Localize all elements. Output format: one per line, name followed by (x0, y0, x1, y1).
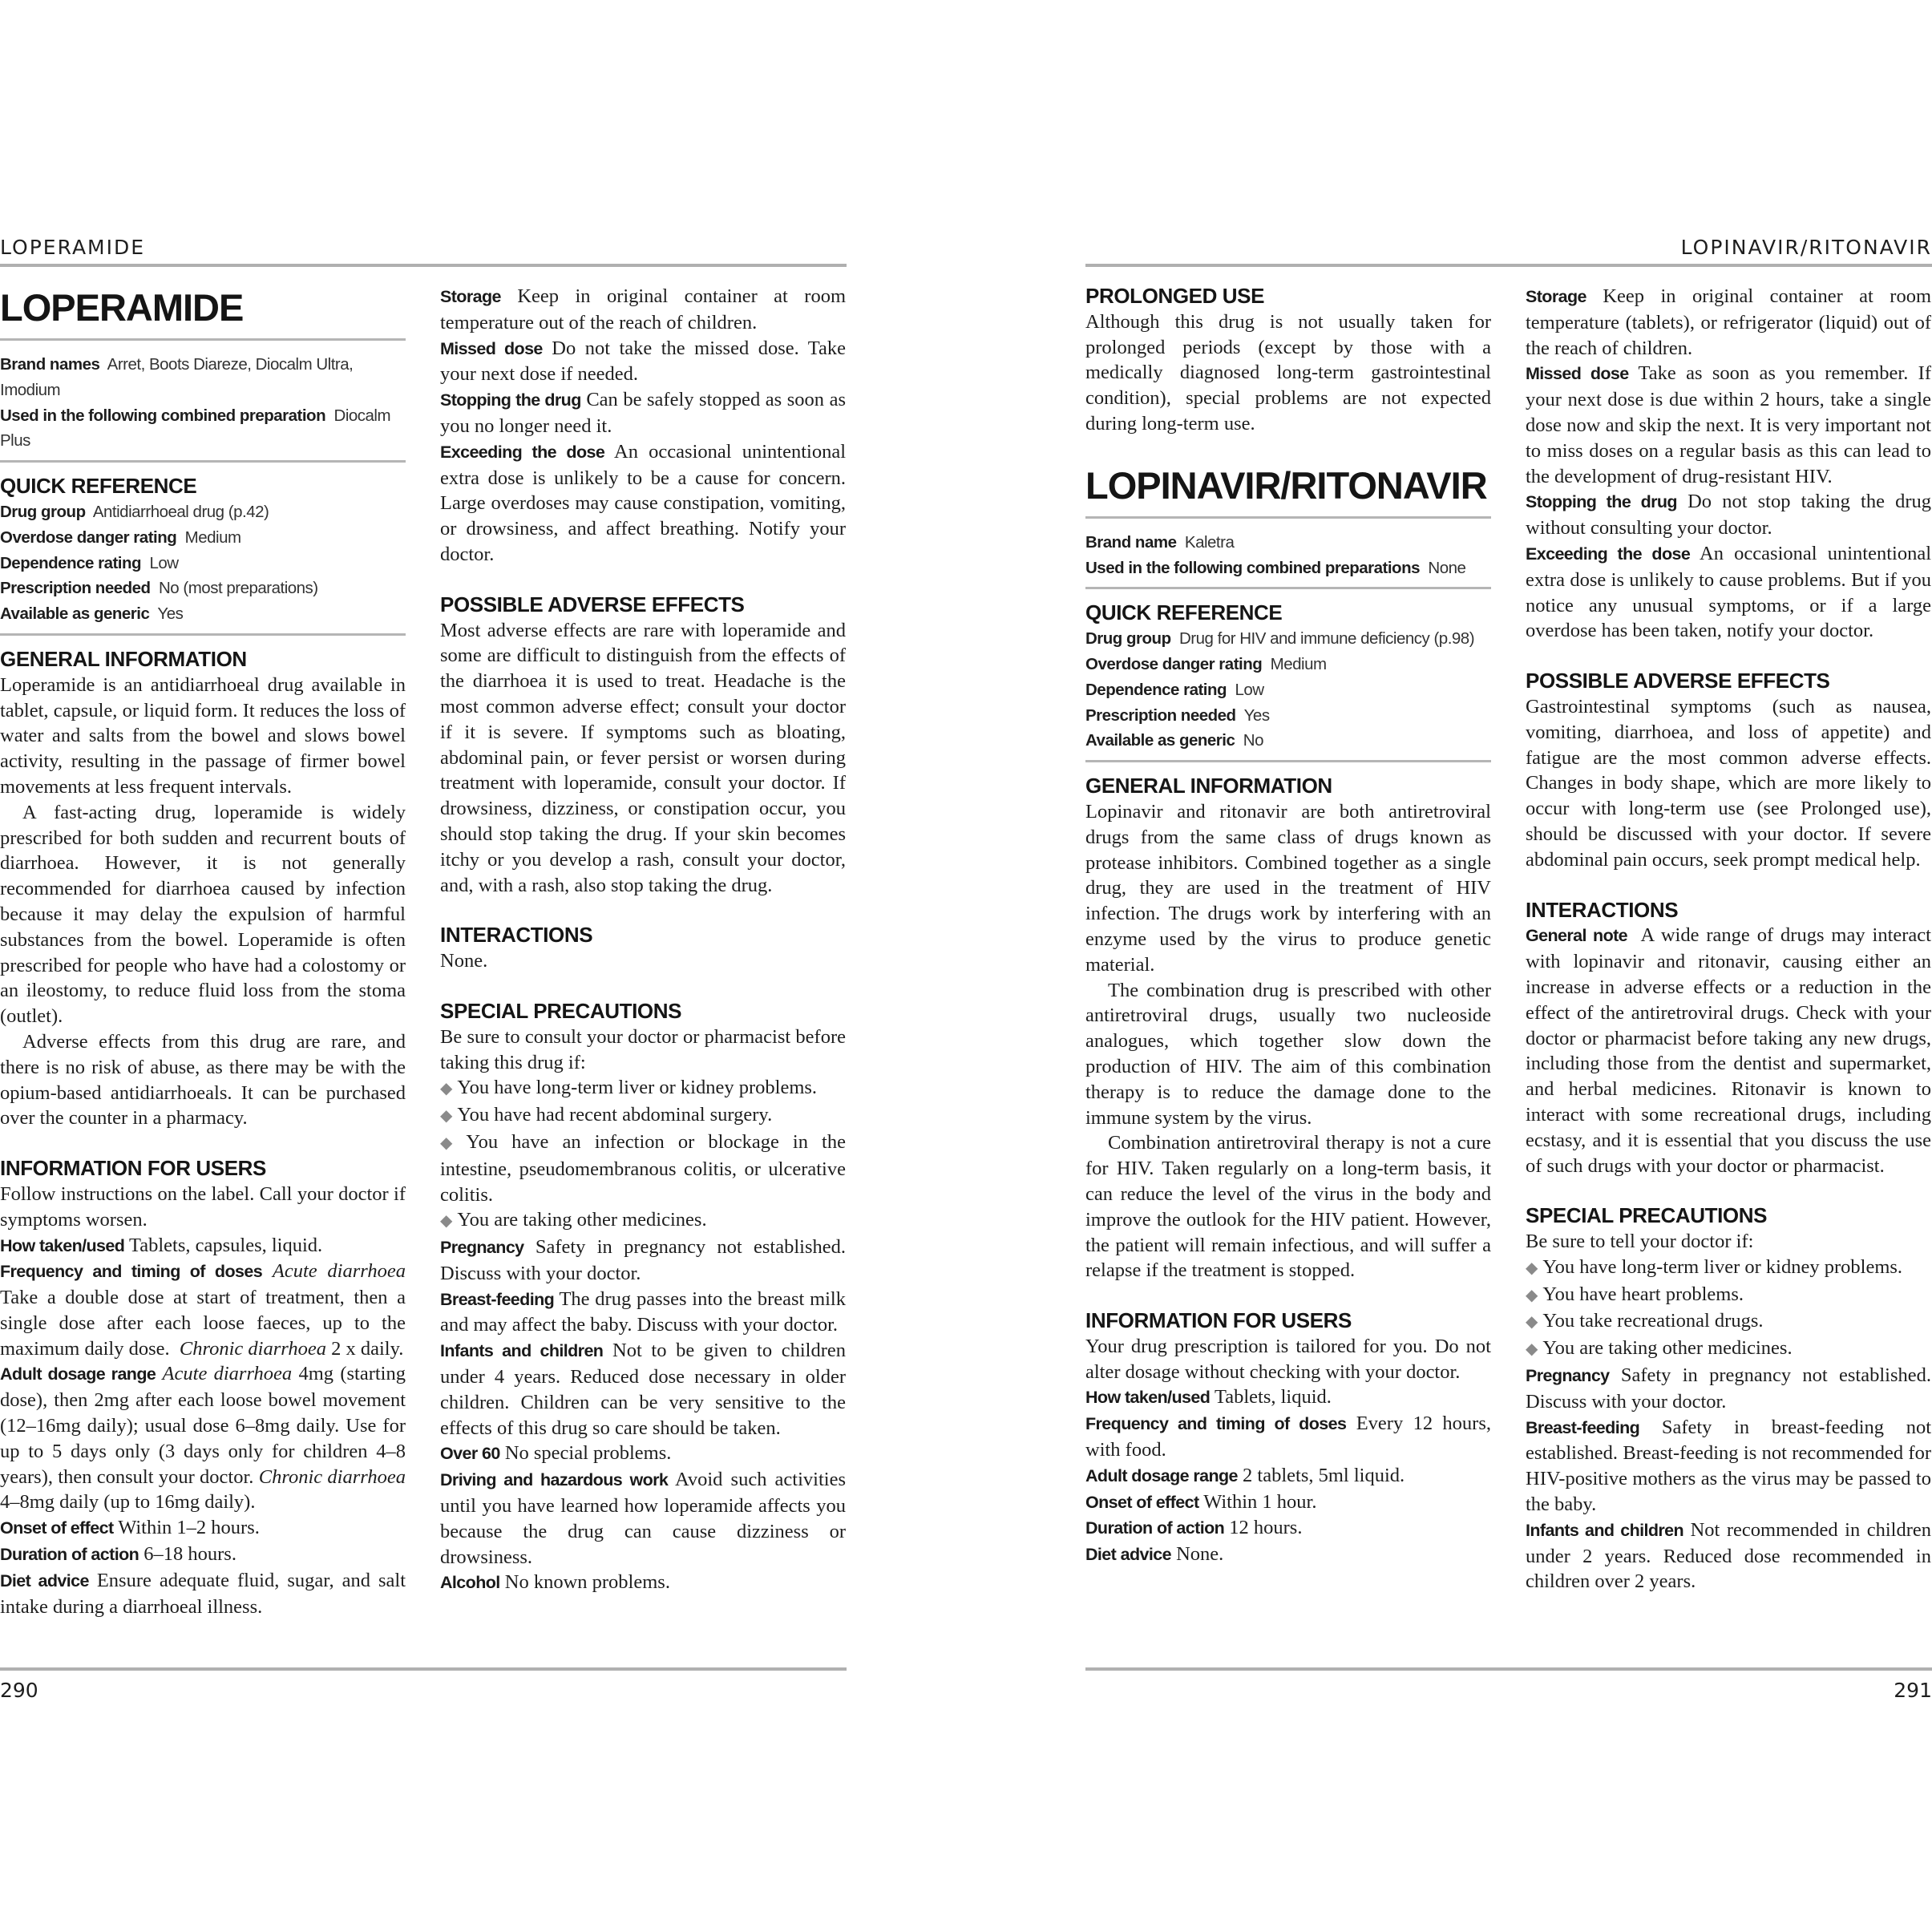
entry-storage: Storage Keep in original container at room temperature (tablets), or refrigerator (liquid) out of the reach of children. (1526, 285, 1932, 359)
entry-infants: Infants and children Not to be given to children under 4 years. Reduced dose necessary in older children. Children can be very sensitive to the effects of this drug so care should be taken. (440, 1340, 846, 1439)
entry-diet: Diet advice Ensure adequate fluid, sugar, and salt intake during a diarrhoeal illness. (0, 1569, 406, 1618)
right-column-2 (1526, 284, 1931, 1595)
qref-row: Drug group Drug for HIV and immune deficiency (p.98) (1085, 629, 1475, 649)
entry-over-60: Over 60 No special problems. (440, 1442, 672, 1465)
qref-row: Prescription needed Yes (1085, 705, 1270, 725)
entry-adult-dosage: Adult dosage range Acute diarrhoea 4mg (starting dose), then 2mg after each loose bowel movement (12–16mg daily); usual dose 6–8mg daily. Use for up to 5 days only (3 days only for children 4–8 years), then consult your doctor. Chronic diarrhoea 4–8mg daily (up to 16mg daily). (0, 1363, 406, 1514)
diamond-bullet-icon: ◆ (1526, 1286, 1538, 1304)
section-heading-special-precautions: SPECIAL PRECAUTIONS (1526, 1203, 1768, 1228)
qref-row: Prescription needed No (most preparations) (0, 579, 318, 598)
entry-pregnancy: Pregnancy Safety in pregnancy not established. Discuss with your doctor. (440, 1236, 846, 1284)
entry-exceeding: Exceeding the dose An occasional unintentional extra dose is unlikely to cause problems. But if you notice any unusual symptoms, or if a large overdose has been taken, notify your doctor. (1526, 542, 1932, 642)
paragraph: Most adverse effects are rare with loperamide and some are difficult to distinguish from the effects of the diarrhoea it is used to treat. Headache is the most common adverse effect; consult your doctor if it is severe. If symptoms such as bloating, abdominal pain, or fever persist or worsen during treatment with loperamide, consult your doctor. If drowsiness, dizziness, or constipation occur, you should stop taking the drug. If your skin becomes itchy or you develop a rash, consult your doctor, and, with a rash, also stop taking the drug. (440, 619, 846, 896)
divider (1085, 760, 1491, 762)
divider (0, 633, 406, 636)
qref-row: Available as generic No (1085, 731, 1263, 750)
section-heading-interactions: INTERACTIONS (1526, 897, 1679, 922)
entry-how-taken: How taken/used Tablets, capsules, liquid. (0, 1234, 323, 1256)
qref-row: Overdose danger rating Medium (0, 527, 241, 547)
page-number: 290 (0, 1679, 38, 1702)
entry-stopping: Stopping the drug Can be safely stopped as soon as you no longer need it. (440, 389, 847, 437)
paragraph: Loperamide is an antidiarrhoeal drug available in tablet, capsule, or liquid form. It reduces the loss of water and salts from the bowel and slows bowel activity, resulting in the passage of firmer bowel movements at less frequent intervals. (0, 673, 406, 798)
entry-onset: Onset of effect Within 1–2 hours. (0, 1517, 260, 1539)
entry-missed-dose: Missed dose Do not take the missed dose. Take your next dose if needed. (440, 337, 847, 386)
paragraph: The combination drug is prescribed with other antiretroviral drugs, usually two nucleoside analogues, which together slow down the production of HIV. The aim of this combination therapy is to reduce the damage done to the immune system by the virus. (1085, 979, 1491, 1129)
section-heading-information-for-users: INFORMATION FOR USERS (0, 1156, 266, 1181)
page-number: 291 (1894, 1679, 1932, 1702)
list-item: ◆ You take recreational drugs. (1526, 1310, 1764, 1332)
entry-breast-feeding: Breast-feeding Safety in breast-feeding not established. Breast-feeding is not recommended for HIV-positive mothers as the virus may be passed to the baby. (1526, 1416, 1932, 1516)
footer-rule (0, 1667, 847, 1671)
entry-frequency: Frequency and timing of doses Acute diarrhoea Take a double dose at start of treatment, then a single dose after each loose faeces, up to the maximum daily dose. Chronic diarrhoea 2 x daily. (0, 1260, 406, 1360)
quick-reference-list (1085, 626, 1491, 754)
paragraph: None. (440, 950, 488, 972)
paragraph: Lopinavir and ritonavir are both antiretroviral drugs from the same class of drugs known as protease inhibitors. Combined together as a single drug, they are used in the treatment of HIV infection. The drugs work by interfering with an enzyme used by the virus to produce genetic material. (1085, 800, 1491, 976)
entry-storage: Storage Keep in original container at room temperature out of the reach of children. (440, 285, 847, 333)
qref-row: Drug group Antidiarrhoeal drug (p.42) (0, 502, 269, 521)
qref-row: Dependence rating Low (1085, 680, 1264, 699)
entry-duration: Duration of action 12 hours. (1085, 1517, 1303, 1539)
entry-frequency: Frequency and timing of doses Every 12 hours, with food. (1085, 1413, 1491, 1461)
list-item: ◆ You are taking other medicines. (1526, 1337, 1793, 1360)
list-item: ◆ You have had recent abdominal surgery. (440, 1104, 773, 1126)
entry-breast-feeding: Breast-feeding The drug passes into the breast milk and may affect the baby. Discuss with your doctor. (440, 1287, 846, 1336)
diamond-bullet-icon: ◆ (1526, 1340, 1538, 1359)
section-heading-quick-reference: QUICK REFERENCE (0, 474, 197, 499)
section-heading-special-precautions: SPECIAL PRECAUTIONS (440, 998, 682, 1023)
divider (1085, 587, 1491, 589)
drug-title: LOPERAMIDE (0, 286, 244, 329)
paragraph: Your drug prescription is tailored for you. Do not alter dosage without checking with your doctor. (1085, 1335, 1491, 1383)
entry-general-note: General note A wide range of drugs may interact with lopinavir and ritonavir, causing either an increase in adverse effects or a reduction in the effect of the antiretroviral drugs. Check with your doctor or pharmacist before taking any new drugs, including those from the dentist and supermarket, and herbal medicines. Ritonavir is known to interact with some recreational drugs, including ecstasy, and it is essential that you discuss the use of such drugs with your doctor or pharmacist. (1526, 924, 1931, 1177)
qref-row: Overdose danger rating Medium (1085, 654, 1327, 673)
list-item: ◆ You have heart problems. (1526, 1283, 1744, 1305)
paragraph: Be sure to tell your doctor if: (1526, 1231, 1754, 1253)
quick-reference-list (0, 499, 406, 627)
entry-alcohol: Alcohol No known problems. (440, 1571, 670, 1594)
entry-onset: Onset of effect Within 1 hour. (1085, 1490, 1317, 1513)
qref-row: Dependence rating Low (0, 553, 179, 572)
entry-missed-dose: Missed dose Take as soon as you remember. If your next dose is due within 2 hours, take a single dose now and skip the next. It is very important not to miss doses on a regular basis as this can lead to the development of drug-resistant HIV. (1526, 362, 1932, 487)
entry-how-taken: How taken/used Tablets, liquid. (1085, 1386, 1332, 1409)
paragraph: A fast-acting drug, loperamide is widely prescribed for both sudden and recurrent bouts of diarrhoea. However, it is not generally recommended for diarrhoea caused by infection because it may delay the expulsion of harmful substances from the bowel. Loperamide is often prescribed for people who have had a colostomy or an ileostomy, to reduce fluid loss from the stoma (outlet). (0, 801, 406, 1028)
diamond-bullet-icon: ◆ (1526, 1313, 1538, 1332)
entry-adult-dosage: Adult dosage range 2 tablets, 5ml liquid. (1085, 1464, 1405, 1486)
entry-pregnancy: Pregnancy Safety in pregnancy not established. Discuss with your doctor. (1526, 1364, 1931, 1413)
list-item: ◆ You have an infection or blockage in the intestine, pseudomembranous colitis, or ulcerative colitis. (440, 1130, 846, 1206)
section-heading-general-information: GENERAL INFORMATION (0, 646, 247, 671)
paragraph: Follow instructions on the label. Call your doctor if symptoms worsen. (0, 1182, 406, 1231)
divider (0, 338, 406, 341)
divider (0, 460, 406, 463)
list-item: ◆ You have long-term liver or kidney problems. (1526, 1255, 1903, 1278)
section-heading-quick-reference: QUICK REFERENCE (1085, 600, 1283, 625)
paragraph: Adverse effects from this drug are rare, and there is no risk of abuse, as there may be with the opium-based antidiarrhoeals. It can be purchased over the counter in a pharmacy. (0, 1030, 406, 1130)
divider (1085, 516, 1491, 519)
section-heading-information-for-users: INFORMATION FOR USERS (1085, 1308, 1352, 1333)
diamond-bullet-icon: ◆ (440, 1080, 453, 1098)
paragraph: Although this drug is not usually taken for prolonged periods (except by those with a medically diagnosed long-term gastrointestinal condition), special problems are not expected during long-term use. (1085, 310, 1491, 434)
paragraph: Gastrointestinal symptoms (such as nausea, vomiting, diarrhoea, and loss of appetite) and fatigue are the most common adverse effects. Changes in body shape, which are more likely to occur with long-term use (see Prolonged use), should be discussed with your doctor. If severe abdominal pain occurs, seek prompt medical help. (1526, 695, 1931, 871)
running-head: LOPERAMIDE (0, 236, 146, 259)
entry-infants: Infants and children Not recommended in children under 2 years. Reduced dose recommended in children over 2 years. (1526, 1518, 1931, 1593)
section-heading-adverse-effects: POSSIBLE ADVERSE EFFECTS (440, 592, 745, 616)
paragraph: Combination antiretroviral therapy is not a cure for HIV. Taken regularly on a long-term basis, it can reduce the level of the virus in the body and improve the outlook for the HIV patient. However, the patient will remain infectious, and will suffer a relapse if the treatment is stopped. (1085, 1132, 1491, 1282)
entry-exceeding: Exceeding the dose An occasional unintentional extra dose is unlikely to be a cause for concern. Large overdoses may cause constipation, vomiting, or drowsiness, and affect breathing. Notify your doctor. (440, 440, 847, 565)
header-rule (1085, 264, 1932, 267)
diamond-bullet-icon: ◆ (440, 1212, 453, 1231)
drug-title: LOPINAVIR/RITONAVIR (1085, 463, 1487, 507)
section-heading-prolonged-use: PROLONGED USE (1085, 284, 1265, 308)
qref-row: Available as generic Yes (0, 604, 184, 624)
entry-driving: Driving and hazardous work Avoid such activities until you have learned how loperamide affects you because the drug can cause dizziness or drowsiness. (440, 1469, 846, 1568)
section-heading-interactions: INTERACTIONS (440, 923, 593, 948)
footer-rule (1085, 1667, 1932, 1671)
brand-names: Brand name Kaletra Used in the following combined preparations None (1085, 532, 1466, 577)
entry-duration: Duration of action 6–18 hours. (0, 1543, 236, 1566)
section-heading-general-information: GENERAL INFORMATION (1085, 774, 1332, 798)
paragraph: Be sure to consult your doctor or pharmacist before taking this drug if: (440, 1025, 846, 1073)
entry-stopping: Stopping the drug Do not stop taking the drug without consulting your doctor. (1526, 491, 1932, 540)
left-column-1 (0, 284, 406, 1619)
left-column-2 (440, 284, 846, 1596)
brand-names: Brand names Arret, Boots Diareze, Diocalm Ultra, Imodium Used in the following combined preparation Diocalm Plus (0, 355, 391, 451)
diamond-bullet-icon: ◆ (440, 1134, 462, 1152)
entry-diet: Diet advice None. (1085, 1543, 1224, 1566)
list-item: ◆ You are taking other medicines. (440, 1209, 707, 1231)
diamond-bullet-icon: ◆ (1526, 1259, 1538, 1277)
diamond-bullet-icon: ◆ (440, 1107, 453, 1126)
running-head: LOPINAVIR/RITONAVIR (1680, 236, 1932, 259)
list-item: ◆ You have long-term liver or kidney problems. (440, 1077, 818, 1099)
section-heading-adverse-effects: POSSIBLE ADVERSE EFFECTS (1526, 669, 1830, 693)
right-column-1 (1085, 284, 1491, 1568)
header-rule (0, 264, 847, 267)
